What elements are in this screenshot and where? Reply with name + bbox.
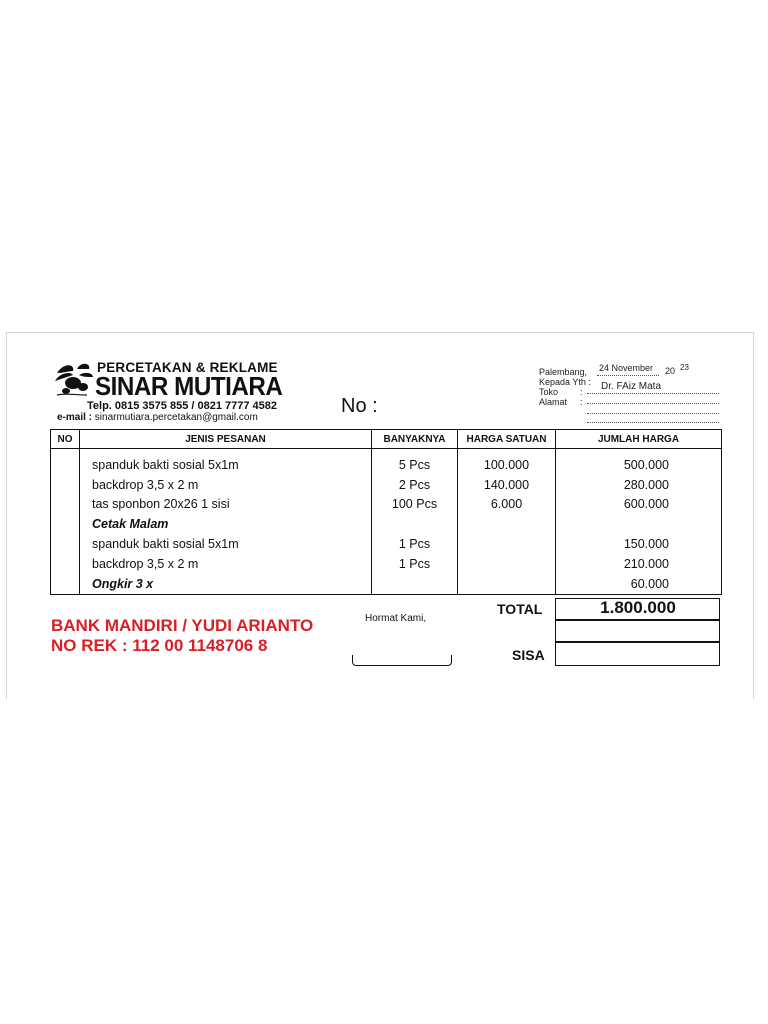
row-unit-price [458, 574, 556, 594]
address-label: Alamat [539, 397, 568, 407]
email-label: e-mail : [57, 412, 93, 423]
table-row [51, 514, 722, 534]
row-quantity [372, 514, 458, 534]
closing-greeting: Hormat Kami, [365, 613, 427, 624]
shop-colon: : [580, 387, 583, 397]
table-row [51, 534, 722, 554]
recipient-label: Kepada Yth : [539, 377, 591, 387]
row-no-cell [51, 449, 80, 475]
row-line-total: 150.000 [556, 534, 722, 554]
row-description: backdrop 3,5 x 2 m [80, 554, 372, 574]
row-line-total: 60.000 [556, 574, 722, 594]
year-prefix: 20 [665, 366, 676, 376]
city-label: Palembang, [539, 367, 588, 377]
bank-account-number: NO REK : 112 00 1148706 8 [51, 636, 268, 655]
row-quantity: 5 Pcs [372, 449, 458, 475]
row-description: tas sponbon 20x26 1 sisi [80, 495, 372, 515]
order-table [50, 429, 722, 595]
row-line-total: 280.000 [556, 475, 722, 495]
header-quantity: BANYAKNYA [372, 430, 458, 449]
row-line-total [556, 514, 722, 534]
address-dotted-line-1 [587, 413, 719, 414]
year-suffix: 23 [680, 363, 689, 372]
table-row [51, 554, 722, 574]
row-no-cell [51, 534, 80, 554]
row-unit-price [458, 534, 556, 554]
row-line-total: 500.000 [556, 449, 722, 475]
row-description: Ongkir 3 x [80, 574, 372, 594]
row-no-cell [51, 475, 80, 495]
row-line-total: 210.000 [556, 554, 722, 574]
row-unit-price [458, 514, 556, 534]
row-quantity: 2 Pcs [372, 475, 458, 495]
balance-box [555, 642, 720, 666]
pearl-shell-logo-icon [53, 359, 95, 399]
address-dotted-line-2 [587, 422, 719, 423]
bank-info [51, 616, 313, 656]
row-unit-price [458, 554, 556, 574]
shop-label: Toko [539, 387, 559, 397]
row-description: spanduk bakti sosial 5x1m [80, 449, 372, 475]
header-no: NO [51, 430, 80, 449]
row-line-total: 600.000 [556, 495, 722, 515]
row-quantity [372, 574, 458, 594]
header-unit-price: HARGA SATUAN [458, 430, 556, 449]
balance-label: SISA [512, 647, 545, 663]
address-colon: : [580, 397, 583, 407]
date-dotted-line [597, 375, 659, 376]
row-no-cell [51, 514, 80, 534]
email-value: sinarmutiara.percetakan@gmail.com [94, 412, 258, 423]
total-label: TOTAL [497, 601, 543, 617]
table-row [51, 475, 722, 495]
row-quantity: 100 Pcs [372, 495, 458, 515]
shop-dotted-line [587, 403, 719, 404]
total-value: 1.800.000 [600, 598, 676, 617]
table-row [51, 574, 722, 594]
header-description: JENIS PESANAN [80, 430, 372, 449]
table-header-row [51, 430, 722, 449]
signature-line [352, 655, 452, 666]
invoice-number-label: No : [341, 395, 378, 417]
recipient-value: Dr. FAiz Mata [601, 381, 662, 392]
row-quantity: 1 Pcs [372, 554, 458, 574]
table-row [51, 495, 722, 515]
row-description: backdrop 3,5 x 2 m [80, 475, 372, 495]
row-unit-price: 100.000 [458, 449, 556, 475]
row-unit-price: 6.000 [458, 495, 556, 515]
email-line [57, 412, 258, 423]
row-no-cell [51, 495, 80, 515]
row-no-cell [51, 574, 80, 594]
payment-box [555, 620, 720, 642]
brand-name: SINAR MUTIARA [95, 371, 283, 401]
date-value: 24 November [599, 363, 654, 373]
bank-account-name: BANK MANDIRI / YUDI ARIANTO [51, 616, 314, 635]
row-no-cell [51, 554, 80, 574]
row-description: spanduk bakti sosial 5x1m [80, 534, 372, 554]
header-line-total: JUMLAH HARGA [556, 430, 722, 449]
recipient-dotted-line [587, 393, 719, 394]
row-description: Cetak Malam [80, 514, 372, 534]
table-row [51, 449, 722, 475]
invoice-sheet [6, 332, 754, 699]
row-quantity: 1 Pcs [372, 534, 458, 554]
brand-tagline: PERCETAKAN & REKLAME [97, 360, 278, 375]
row-unit-price: 140.000 [458, 475, 556, 495]
phone-numbers: Telp. 0815 3575 855 / 0821 7777 4582 [87, 400, 278, 412]
